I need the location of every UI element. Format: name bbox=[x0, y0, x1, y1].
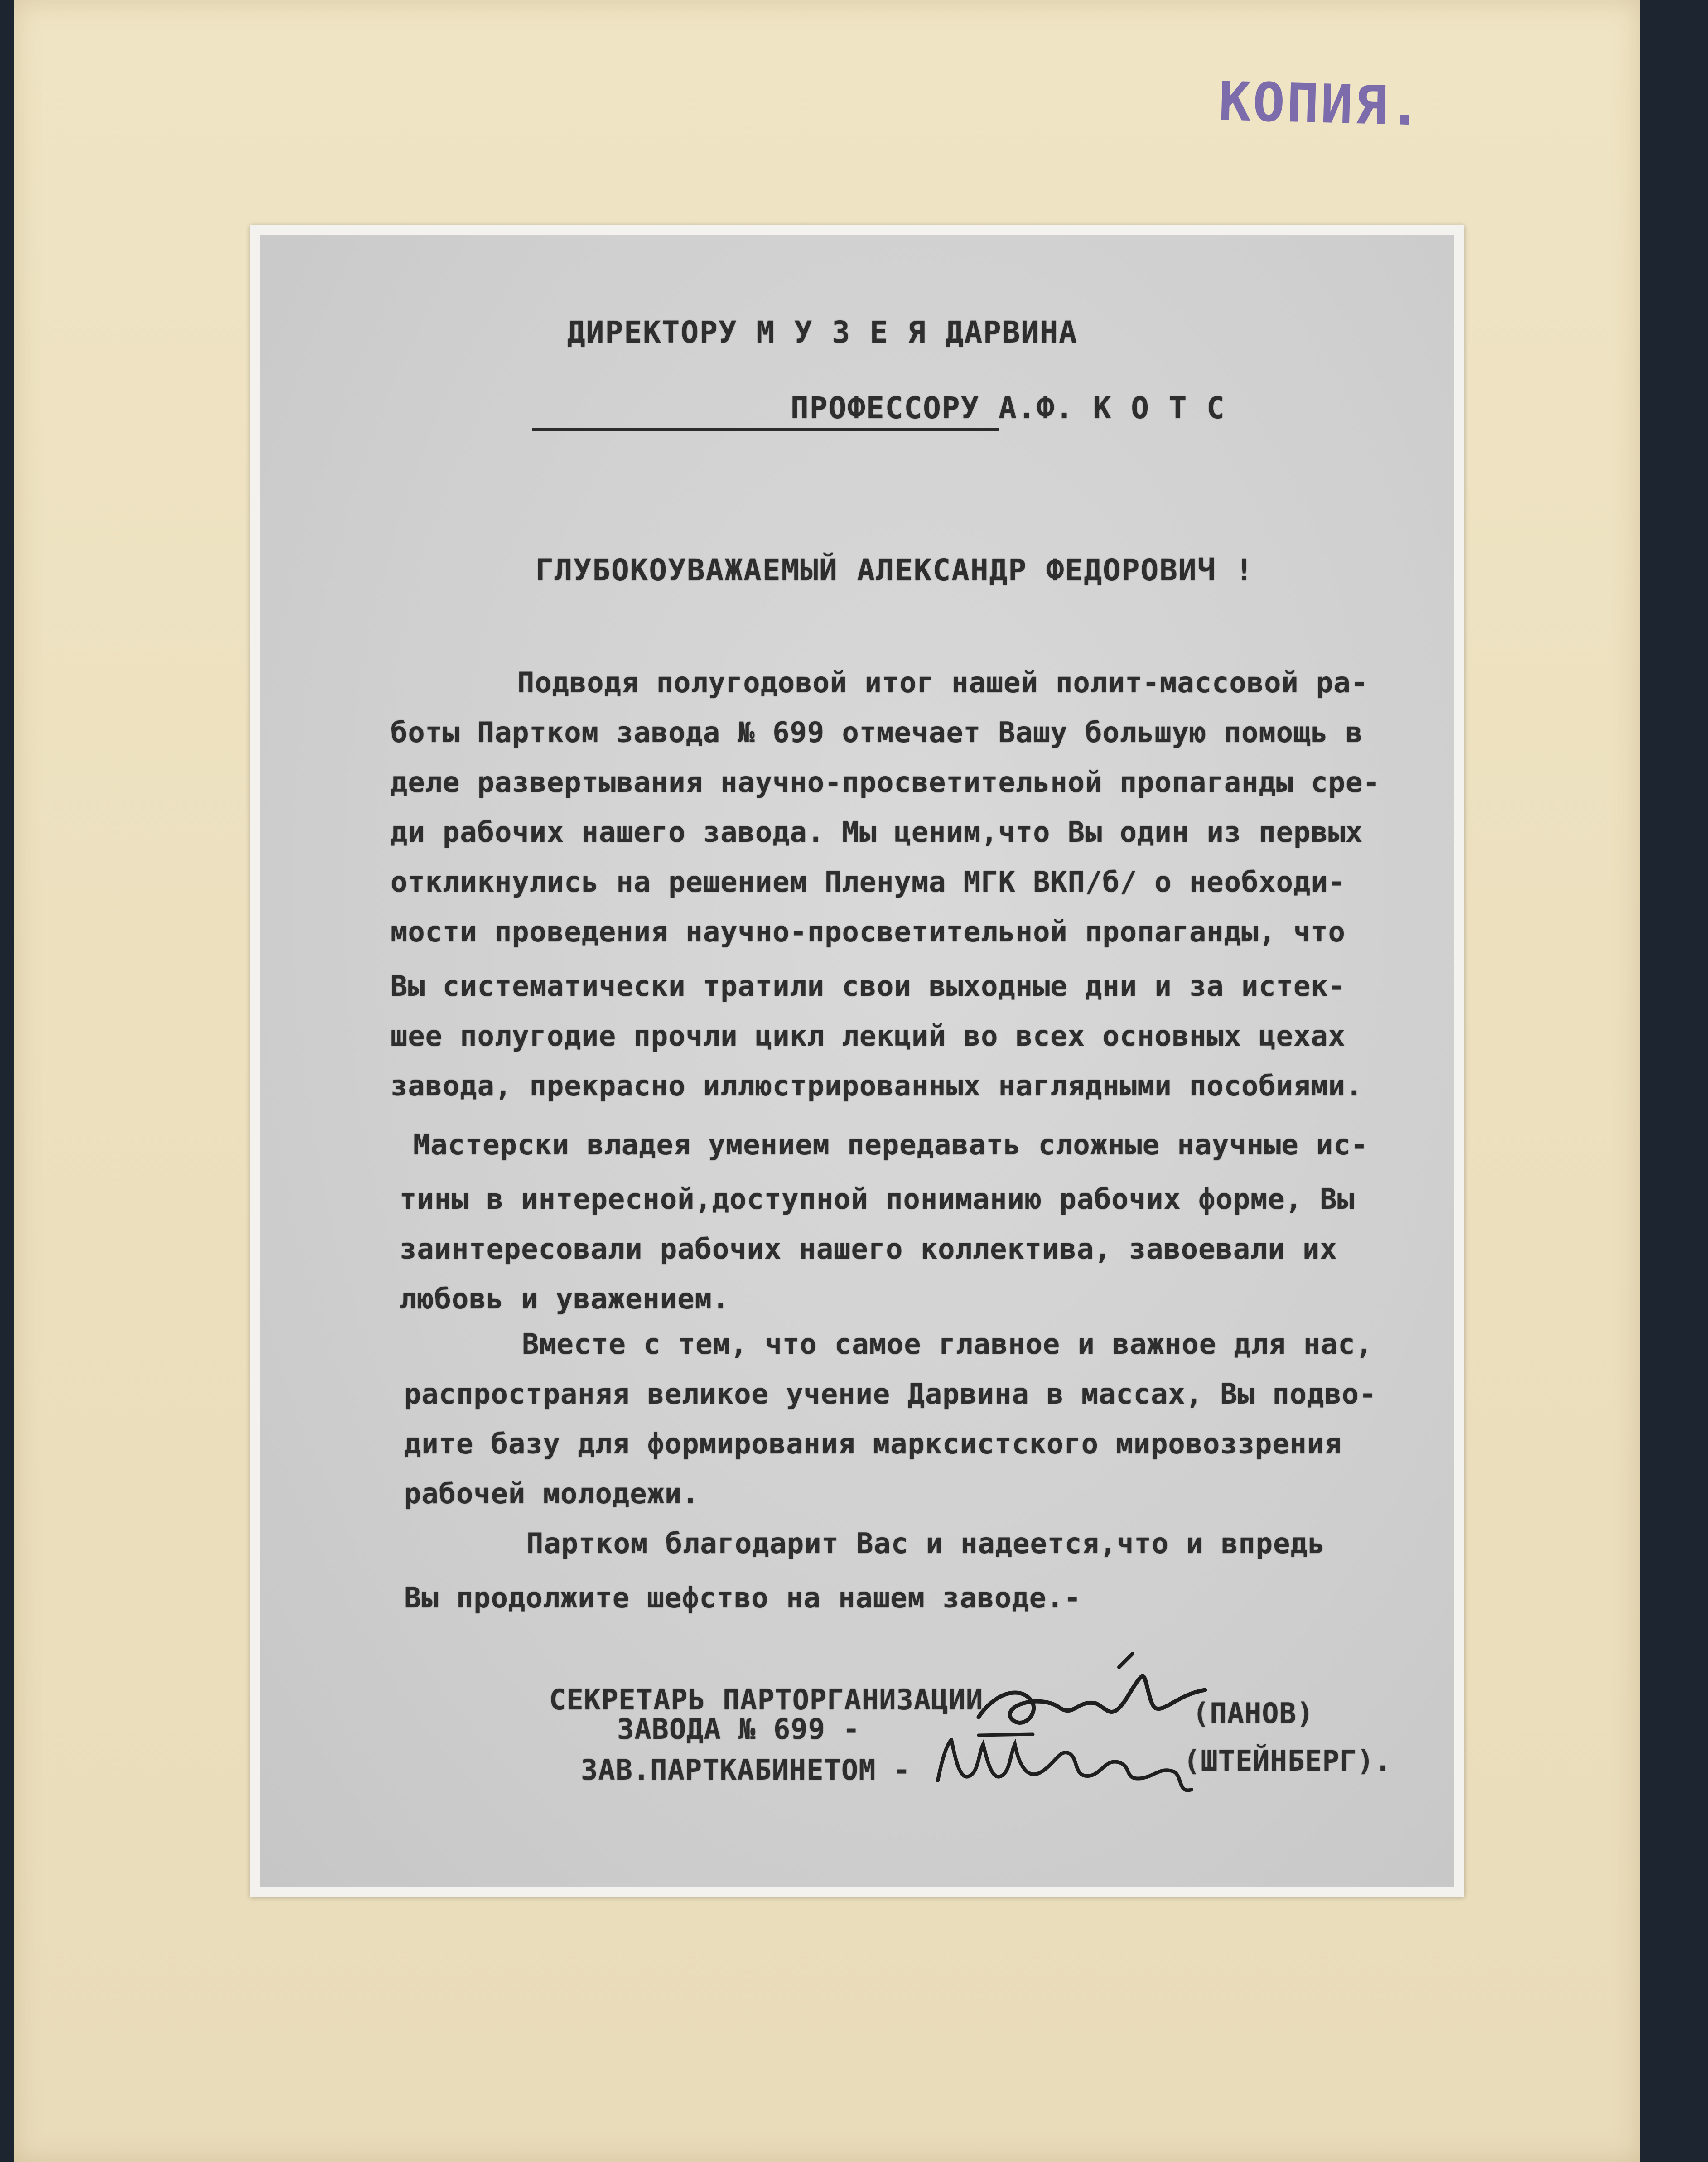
body-line: деле развертывания научно-просветительной пропаганды сре- bbox=[391, 766, 1380, 799]
head-name: (ШТЕЙНБЕРГ). bbox=[1183, 1744, 1392, 1777]
shteinberg-signature bbox=[924, 1717, 1214, 1808]
copy-stamp: КОПИЯ. bbox=[1218, 70, 1423, 138]
body-line: Мастерски владея умением передавать сложные научные ис- bbox=[413, 1128, 1368, 1161]
secretary-name: (ПАНОВ) bbox=[1192, 1697, 1314, 1730]
body-line: рабочей молодежи. bbox=[404, 1477, 700, 1510]
head-title: ЗАВ.ПАРТКАБИНЕТОМ - bbox=[581, 1753, 911, 1786]
secretary-title-line-2: ЗАВОДА № 699 - bbox=[617, 1713, 860, 1746]
body-line: Вы продолжите шефство на нашем заводе.- bbox=[404, 1581, 1081, 1614]
photocopy-print bbox=[250, 225, 1464, 1897]
body-line: Вы систематически тратили свои выходные дни и за истек- bbox=[391, 970, 1346, 1003]
secretary-title-line-1: СЕКРЕТАРЬ ПАРТОРГАНИЗАЦИИ bbox=[549, 1683, 984, 1716]
body-line: мости проведения научно-просветительной пропаганды, что bbox=[391, 915, 1346, 948]
body-line: Подводя полугодовой итог нашей полит-массовой ра- bbox=[517, 666, 1369, 699]
body-line: распространяя великое учение Дарвина в массах, Вы подво- bbox=[404, 1377, 1377, 1410]
body-line: тины в интересной,доступной пониманию рабочих форме, Вы bbox=[400, 1182, 1355, 1216]
body-line: Вместе с тем, что самое главное и важное для нас, bbox=[522, 1327, 1373, 1361]
body-line: шее полугодие прочли цикл лекций во всех основных цехах bbox=[391, 1019, 1346, 1052]
body-line: дите базу для формирования марксистского мировоззрения bbox=[404, 1427, 1342, 1460]
body-line: ди рабочих нашего завода. Мы ценим,что Вы один из первых bbox=[391, 816, 1363, 849]
address-line-1: ДИРЕКТОРУ М У З Е Я ДАРВИНА bbox=[567, 315, 1078, 350]
address-line-2: ПРОФЕССОРУ А.Ф. К О Т С bbox=[791, 391, 1226, 425]
body-line: заинтересовали рабочих нашего коллектива, завоевали их bbox=[400, 1232, 1337, 1265]
body-line: откликнулись на решением Пленума МГК ВКП/б/ о необходи- bbox=[391, 865, 1346, 898]
body-line: любовь и уважением. bbox=[400, 1282, 730, 1315]
body-line: Партком благодарит Вас и надеется,что и впредь bbox=[526, 1527, 1326, 1560]
body-line: завода, прекрасно иллюстрированных наглядными пособиями. bbox=[391, 1069, 1363, 1102]
body-line: боты Партком завода № 699 отмечает Вашу большую помощь в bbox=[391, 716, 1363, 749]
archive-mount-card bbox=[14, 0, 1640, 2162]
salutation: ГЛУБОКОУВАЖАЕМЫЙ АЛЕКСАНДР ФЕДОРОВИЧ ! bbox=[536, 553, 1254, 588]
letter-sheet bbox=[260, 235, 1454, 1887]
address-underline bbox=[532, 428, 999, 431]
